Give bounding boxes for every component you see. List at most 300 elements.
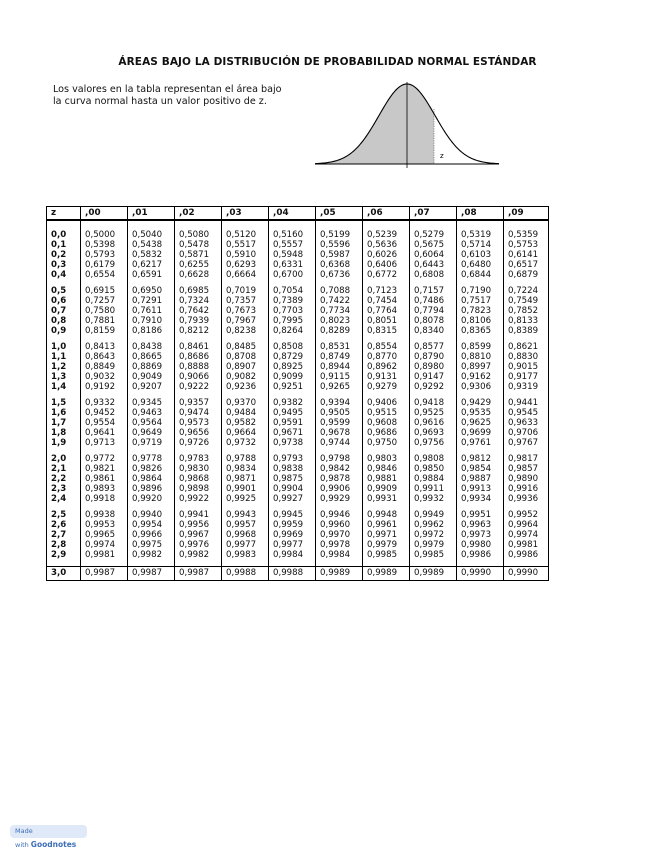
probability-cell: 0,9988 [222,567,269,581]
probability-cell: 0,9545 [504,408,549,418]
probability-cell: 0,7549 [504,296,549,306]
probability-cell: 0,9732 [222,438,269,448]
z-value-cell: 1,1 [47,352,81,362]
probability-cell: 0,9332 [81,398,128,408]
probability-cell: 0,8962 [363,362,410,372]
probability-cell: 0,9772 [81,454,128,464]
probability-cell: 0,5000 [81,230,128,240]
probability-cell: 0,9976 [175,540,222,550]
probability-cell: 0,9864 [128,474,175,484]
probability-cell: 0,9838 [269,464,316,474]
probability-cell: 0,9535 [457,408,504,418]
probability-cell: 0,8643 [81,352,128,362]
badge-brand: Goodnotes [30,840,77,849]
probability-cell: 0,9943 [222,510,269,520]
probability-cell: 0,9953 [81,520,128,530]
probability-cell: 0,8708 [222,352,269,362]
probability-cell: 0,6591 [128,270,175,280]
intro-text: Los valores en la tabla representan el área bajo la curva normal hasta un valor positivo de z. [53,84,282,107]
probability-cell: 0,7224 [504,286,549,296]
probability-cell: 0,9969 [269,530,316,540]
probability-cell: 0,6255 [175,260,222,270]
probability-cell: 0,8438 [128,342,175,352]
probability-cell: 0,7611 [128,306,175,316]
probability-cell: 0,9319 [504,382,549,392]
probability-cell: 0,5160 [269,230,316,240]
probability-cell: 0,9959 [269,520,316,530]
probability-cell: 0,6554 [81,270,128,280]
probability-cell: 0,8729 [269,352,316,362]
probability-cell: 0,5120 [222,230,269,240]
probability-cell: 0,8315 [363,326,410,336]
probability-cell: 0,5714 [457,240,504,250]
spacer-cell [222,220,269,230]
probability-cell: 0,6480 [457,260,504,270]
probability-cell: 0,5948 [269,250,316,260]
probability-cell: 0,9916 [504,484,549,494]
probability-cell: 0,5478 [175,240,222,250]
spacer-cell [316,220,363,230]
probability-cell: 0,8810 [457,352,504,362]
probability-cell: 0,9066 [175,372,222,382]
probability-cell: 0,9803 [363,454,410,464]
probability-cell: 0,5080 [175,230,222,240]
normal-curve-figure [312,76,502,168]
probability-cell: 0,9761 [457,438,504,448]
z-value-cell: 0,6 [47,296,81,306]
z-value-cell: 2,7 [47,530,81,540]
probability-cell: 0,8907 [222,362,269,372]
probability-cell: 0,6950 [128,286,175,296]
probability-cell: 0,8749 [316,352,363,362]
probability-cell: 0,9949 [410,510,457,520]
table-row [47,494,549,504]
badge-prefix: Made with [15,827,33,849]
probability-cell: 0,8869 [128,362,175,372]
table-row [47,464,549,474]
probability-cell: 0,7357 [222,296,269,306]
probability-cell: 0,9929 [316,494,363,504]
probability-cell: 0,9793 [269,454,316,464]
probability-cell: 0,9936 [504,494,549,504]
probability-cell: 0,9922 [175,494,222,504]
probability-cell: 0,9931 [363,494,410,504]
probability-cell: 0,9985 [410,550,457,560]
probability-cell: 0,9812 [457,454,504,464]
probability-cell: 0,7454 [363,296,410,306]
z-value-cell: 2,3 [47,484,81,494]
probability-cell: 0,9878 [316,474,363,484]
z-value-cell: 2,8 [47,540,81,550]
table-row [47,408,549,418]
spacer-cell [47,220,81,230]
probability-cell: 0,8621 [504,342,549,352]
probability-cell: 0,9357 [175,398,222,408]
probability-cell: 0,9616 [410,418,457,428]
probability-cell: 0,9987 [81,567,128,581]
probability-cell: 0,8485 [222,342,269,352]
probability-cell: 0,6179 [81,260,128,270]
z-value-cell: 0,9 [47,326,81,336]
probability-cell: 0,9963 [457,520,504,530]
probability-cell: 0,9850 [410,464,457,474]
probability-cell: 0,9986 [504,550,549,560]
probability-cell: 0,9871 [222,474,269,484]
made-with-goodnotes-badge[interactable] [10,825,87,849]
probability-cell: 0,7088 [316,286,363,296]
probability-cell: 0,9767 [504,438,549,448]
probability-cell: 0,8554 [363,342,410,352]
probability-cell: 0,9564 [128,418,175,428]
probability-cell: 0,9817 [504,454,549,464]
probability-cell: 0,9279 [363,382,410,392]
probability-cell: 0,7995 [269,316,316,326]
table-row [47,296,549,306]
probability-cell: 0,9904 [269,484,316,494]
probability-cell: 0,8051 [363,316,410,326]
probability-cell: 0,9972 [410,530,457,540]
probability-cell: 0,9706 [504,428,549,438]
probability-cell: 0,9909 [363,484,410,494]
probability-cell: 0,8264 [269,326,316,336]
probability-cell: 0,9934 [457,494,504,504]
probability-cell: 0,9967 [175,530,222,540]
table-row [47,270,549,280]
probability-cell: 0,7257 [81,296,128,306]
z-value-cell: 2,9 [47,550,81,560]
probability-cell: 0,7157 [410,286,457,296]
z-value-cell: 1,2 [47,362,81,372]
probability-cell: 0,9049 [128,372,175,382]
probability-cell: 0,9973 [457,530,504,540]
probability-cell: 0,9664 [222,428,269,438]
probability-cell: 0,9678 [316,428,363,438]
table-row [47,250,549,260]
table-row [47,286,549,296]
probability-cell: 0,6879 [504,270,549,280]
probability-cell: 0,9505 [316,408,363,418]
probability-cell: 0,8577 [410,342,457,352]
probability-cell: 0,9394 [316,398,363,408]
probability-cell: 0,6664 [222,270,269,280]
table-header-row [47,207,549,221]
probability-cell: 0,7422 [316,296,363,306]
probability-cell: 0,8599 [457,342,504,352]
probability-cell: 0,6368 [316,260,363,270]
probability-cell: 0,6103 [457,250,504,260]
probability-cell: 0,9982 [128,550,175,560]
probability-cell: 0,9406 [363,398,410,408]
spacer-row [47,220,549,230]
probability-cell: 0,9656 [175,428,222,438]
probability-cell: 0,9966 [128,530,175,540]
probability-cell: 0,7190 [457,286,504,296]
probability-cell: 0,9649 [128,428,175,438]
probability-cell: 0,7019 [222,286,269,296]
probability-cell: 0,9713 [81,438,128,448]
probability-cell: 0,5398 [81,240,128,250]
probability-cell: 0,6141 [504,250,549,260]
probability-cell: 0,9854 [457,464,504,474]
probability-cell: 0,9884 [410,474,457,484]
probability-cell: 0,9945 [269,510,316,520]
spacer-cell [363,220,410,230]
probability-cell: 0,9251 [269,382,316,392]
probability-cell: 0,7123 [363,286,410,296]
z-value-cell: 0,5 [47,286,81,296]
probability-cell: 0,9896 [128,484,175,494]
probability-cell: 0,8686 [175,352,222,362]
probability-cell: 0,9756 [410,438,457,448]
probability-cell: 0,9582 [222,418,269,428]
table-row [47,428,549,438]
probability-cell: 0,6293 [222,260,269,270]
probability-cell: 0,5871 [175,250,222,260]
probability-cell: 0,9345 [128,398,175,408]
probability-cell: 0,7764 [363,306,410,316]
table-row [47,362,549,372]
probability-cell: 0,8289 [316,326,363,336]
probability-cell: 0,9441 [504,398,549,408]
table-row [47,438,549,448]
probability-cell: 0,6406 [363,260,410,270]
probability-cell: 0,9965 [81,530,128,540]
probability-cell: 0,9591 [269,418,316,428]
probability-cell: 0,8790 [410,352,457,362]
probability-cell: 0,9875 [269,474,316,484]
probability-cell: 0,9719 [128,438,175,448]
probability-cell: 0,5359 [504,230,549,240]
table-row [47,520,549,530]
probability-cell: 0,9980 [457,540,504,550]
probability-cell: 0,6628 [175,270,222,280]
z-value-cell: 1,9 [47,438,81,448]
probability-cell: 0,7580 [81,306,128,316]
probability-cell: 0,6985 [175,286,222,296]
probability-cell: 0,9842 [316,464,363,474]
probability-cell: 0,9744 [316,438,363,448]
table-row [47,454,549,464]
probability-cell: 0,9951 [457,510,504,520]
probability-cell: 0,9699 [457,428,504,438]
probability-cell: 0,8186 [128,326,175,336]
column-header: ,01 [128,207,175,221]
probability-cell: 0,5279 [410,230,457,240]
probability-cell: 0,9625 [457,418,504,428]
probability-cell: 0,9131 [363,372,410,382]
probability-cell: 0,9981 [81,550,128,560]
probability-cell: 0,6331 [269,260,316,270]
probability-cell: 0,9418 [410,398,457,408]
probability-cell: 0,9147 [410,372,457,382]
probability-cell: 0,8849 [81,362,128,372]
table-row [47,540,549,550]
probability-cell: 0,9830 [175,464,222,474]
column-header: ,08 [457,207,504,221]
probability-cell: 0,8980 [410,362,457,372]
probability-cell: 0,9961 [363,520,410,530]
probability-cell: 0,5319 [457,230,504,240]
z-value-cell: 2,5 [47,510,81,520]
probability-cell: 0,9162 [457,372,504,382]
probability-cell: 0,6915 [81,286,128,296]
probability-cell: 0,6517 [504,260,549,270]
probability-cell: 0,9887 [457,474,504,484]
probability-cell: 0,9671 [269,428,316,438]
probability-cell: 0,7734 [316,306,363,316]
probability-cell: 0,9954 [128,520,175,530]
column-header: ,09 [504,207,549,221]
probability-cell: 0,9515 [363,408,410,418]
probability-cell: 0,9082 [222,372,269,382]
probability-cell: 0,8106 [457,316,504,326]
probability-cell: 0,8997 [457,362,504,372]
probability-cell: 0,9429 [457,398,504,408]
probability-cell: 0,9977 [269,540,316,550]
probability-cell: 0,8461 [175,342,222,352]
probability-cell: 0,9306 [457,382,504,392]
z-value-cell: 1,6 [47,408,81,418]
probability-cell: 0,6700 [269,270,316,280]
probability-cell: 0,8389 [504,326,549,336]
z-value-cell: 0,0 [47,230,81,240]
probability-cell: 0,9382 [269,398,316,408]
column-header-z: z [47,207,81,221]
spacer-cell [504,220,549,230]
probability-cell: 0,9964 [504,520,549,530]
probability-cell: 0,5557 [269,240,316,250]
table-row [47,326,549,336]
table-row [47,372,549,382]
probability-cell: 0,9989 [316,567,363,581]
column-header: ,06 [363,207,410,221]
probability-cell: 0,9938 [81,510,128,520]
probability-cell: 0,9960 [316,520,363,530]
probability-cell: 0,9977 [222,540,269,550]
table-row [47,316,549,326]
probability-cell: 0,7054 [269,286,316,296]
probability-cell: 0,9292 [410,382,457,392]
probability-cell: 0,9957 [222,520,269,530]
probability-cell: 0,6217 [128,260,175,270]
probability-cell: 0,7673 [222,306,269,316]
table-row [47,306,549,316]
probability-cell: 0,9984 [316,550,363,560]
z-value-cell: 0,2 [47,250,81,260]
probability-cell: 0,9986 [457,550,504,560]
probability-cell: 0,9956 [175,520,222,530]
probability-cell: 0,9982 [175,550,222,560]
probability-cell: 0,9978 [316,540,363,550]
probability-cell: 0,6772 [363,270,410,280]
probability-cell: 0,7939 [175,316,222,326]
table-row [47,484,549,494]
probability-cell: 0,7967 [222,316,269,326]
probability-cell: 0,8888 [175,362,222,372]
z-value-cell: 0,7 [47,306,81,316]
probability-cell: 0,5239 [363,230,410,240]
probability-cell: 0,9686 [363,428,410,438]
probability-cell: 0,8944 [316,362,363,372]
probability-cell: 0,9989 [410,567,457,581]
z-value-cell: 2,2 [47,474,81,484]
probability-cell: 0,9222 [175,382,222,392]
probability-cell: 0,9890 [504,474,549,484]
table-row [47,398,549,408]
probability-cell: 0,9970 [316,530,363,540]
probability-cell: 0,6064 [410,250,457,260]
probability-cell: 0,9821 [81,464,128,474]
probability-cell: 0,9893 [81,484,128,494]
spacer-cell [410,220,457,230]
table-row [47,418,549,428]
probability-cell: 0,8365 [457,326,504,336]
probability-cell: 0,5438 [128,240,175,250]
probability-cell: 0,9940 [128,510,175,520]
probability-cell: 0,7324 [175,296,222,306]
probability-cell: 0,9452 [81,408,128,418]
probability-cell: 0,7703 [269,306,316,316]
probability-cell: 0,9881 [363,474,410,484]
probability-cell: 0,5675 [410,240,457,250]
probability-cell: 0,8665 [128,352,175,362]
probability-cell: 0,9974 [81,540,128,550]
spacer-cell [457,220,504,230]
z-value-cell: 1,8 [47,428,81,438]
probability-cell: 0,9099 [269,372,316,382]
probability-cell: 0,9990 [457,567,504,581]
z-value-cell: 0,4 [47,270,81,280]
probability-cell: 0,9177 [504,372,549,382]
probability-cell: 0,9608 [363,418,410,428]
probability-cell: 0,9525 [410,408,457,418]
probability-cell: 0,8340 [410,326,457,336]
probability-cell: 0,6844 [457,270,504,280]
probability-cell: 0,7291 [128,296,175,306]
probability-cell: 0,9750 [363,438,410,448]
probability-cell: 0,9808 [410,454,457,464]
probability-cell: 0,9857 [504,464,549,474]
table-row [47,260,549,270]
probability-cell: 0,9463 [128,408,175,418]
page-title: ÁREAS BAJO LA DISTRIBUCIÓN DE PROBABILIDAD NORMAL ESTÁNDAR [118,56,537,68]
probability-cell: 0,9987 [128,567,175,581]
probability-cell: 0,9599 [316,418,363,428]
probability-cell: 0,7881 [81,316,128,326]
table-row [47,530,549,540]
probability-cell: 0,9990 [504,567,549,581]
probability-cell: 0,9920 [128,494,175,504]
table-row [47,382,549,392]
z-value-cell: 3,0 [47,567,81,581]
probability-cell: 0,9236 [222,382,269,392]
probability-cell: 0,8023 [316,316,363,326]
probability-cell: 0,9115 [316,372,363,382]
probability-cell: 0,9989 [363,567,410,581]
probability-cell: 0,9693 [410,428,457,438]
probability-cell: 0,9948 [363,510,410,520]
z-value-cell: 0,3 [47,260,81,270]
probability-cell: 0,9962 [410,520,457,530]
probability-cell: 0,9834 [222,464,269,474]
probability-cell: 0,9898 [175,484,222,494]
probability-cell: 0,5753 [504,240,549,250]
probability-cell: 0,9974 [504,530,549,540]
probability-cell: 0,8531 [316,342,363,352]
probability-cell: 0,7642 [175,306,222,316]
probability-cell: 0,9265 [316,382,363,392]
probability-cell: 0,7794 [410,306,457,316]
